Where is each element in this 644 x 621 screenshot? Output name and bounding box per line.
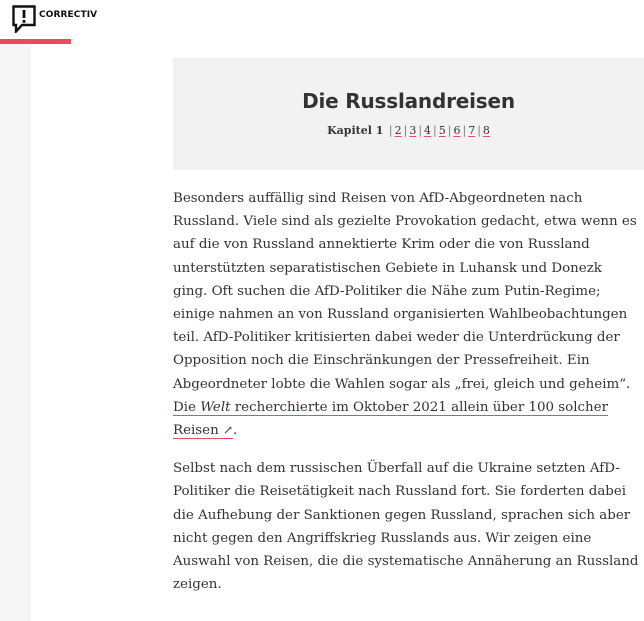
chapter-link-8[interactable]: 8 — [482, 124, 490, 137]
correctiv-logo[interactable] — [12, 5, 97, 33]
paragraph-1: Besonders auffällig sind Reisen von AfD-Abgeordneten nach Russland. Viele sind als gezielte Provokation gedacht, etwa wenn es auf die von Russland annektierte Krim oder die von Russland unterstützten separatistischen Gebiete in Luhansk und Donezk ging. Oft suchen die AfD-Politiker die Nähe zum Putin-Regime; einige nahmen an von Russland organisierten Wahlbeobachtungen teil. AfD-Politiker kritisierten dabei weder die Unterdrückung der Opposition noch die Einschränkungen der Pressefreiheit. Ein Abgeordneter lobte die Wahlen sogar als „frei, gleich und geheim“. Die Welt recherchierte im Oktober 2021 allein über 100 solcher Reisen ↗. — [173, 191, 637, 439]
site-header — [0, 0, 644, 44]
chapter-current: Kapitel 1 — [327, 124, 384, 137]
chapter-link-2[interactable]: 2 — [394, 124, 402, 137]
chapter-title: Die Russlandreisen — [302, 89, 515, 113]
chapter-link-6[interactable]: 6 — [453, 124, 461, 137]
external-link-icon: ↗ — [222, 423, 234, 438]
chapter-separator: | — [433, 124, 437, 137]
article-body — [173, 187, 639, 611]
chapter-separator: | — [388, 124, 393, 137]
chapter-separator: | — [418, 124, 423, 137]
chapter-separator: | — [477, 124, 481, 137]
chapter-separator: | — [447, 124, 452, 137]
logo-speech-bubble-icon — [12, 5, 36, 33]
chapter-separator: | — [462, 124, 467, 137]
chapter-navigation — [173, 124, 644, 137]
welt-source-link[interactable]: Die Welt recherchierte im Oktober 2021 allein über 100 solcher Reisen ↗ — [173, 399, 608, 439]
chapter-link-7[interactable]: 7 — [468, 124, 476, 137]
chapter-link-3[interactable]: 3 — [409, 124, 417, 137]
paragraph-1-text: Besonders auffällig sind Reisen von AfD-Abgeordneten nach Russland. Viele sind als gezielte Provokation gedacht, etwa wenn es auf die von Russland annektierte Krim oder die von Russland unterstützten separatistischen Gebiete in Luhansk und Donezk ging. Oft suchen die AfD-Politiker die Nähe zum Putin-Regime; einige nahmen an von Russland organisierten Wahlbeobachtungen teil. AfD-Politiker kritisierten dabei weder die Unterdrückung der Opposition noch die Einschränkungen der Pressefreiheit. Ein Abgeordneter lobte die Wahlen sogar als „frei, gleich und geheim“. — [173, 191, 637, 392]
chapter-header — [173, 58, 644, 170]
chapter-separator: | — [403, 124, 408, 137]
chapter-link-5[interactable]: 5 — [438, 124, 446, 137]
paragraph-2: Selbst nach dem russischen Überfall auf die Ukraine setzten AfD-Politiker die Reisetätigkeit nach Russland fort. Sie forderten dabei die Aufhebung der Sanktionen gegen Russland, sprachen sich aber nicht gegen den Angriffskrieg Russlands aus. Wir zeigen eine Auswahl von Reisen, die die systematische Annäherung an Russland zeigen. — [173, 461, 639, 593]
logo-wordmark: CORRECTIV — [39, 10, 98, 20]
left-rail — [0, 44, 31, 621]
chapter-link-4[interactable]: 4 — [424, 124, 432, 137]
